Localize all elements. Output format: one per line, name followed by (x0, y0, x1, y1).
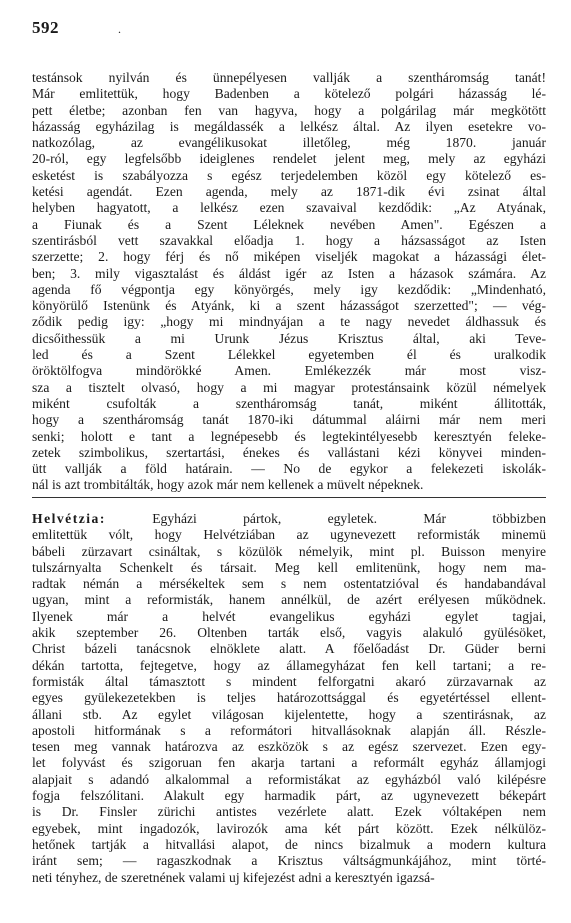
text-line: hetőnek tartják a hitvallási alapot, de nincs bizalmuk a modern kultura (32, 836, 546, 852)
text-line: let folyvást és szigoruan fen akarja tartani a reformált egyház államjogi (32, 755, 546, 771)
text-line: szentirásból vett szavakkal előadja 1. hogy a házsasságot az Isten (32, 232, 546, 248)
text-line-rest: Egyházi pártok, egyletek. Már többizben (152, 511, 546, 526)
text-line: 20-ról, egy legfelsőbb ideiglenes rendelet jelent meg, mely az egyházi (32, 151, 546, 167)
text-line: emlitettük vólt, hogy Helvétziában az ugynevezett reformisták minemü (32, 527, 546, 543)
text-line: könyörülő Istenünk és Atyánk, ki a szent házasságot szerzetted"; — vég- (32, 298, 546, 314)
text-line: agenda fő végpontja egy könyörgés, mely igy kezdődik: „Mindenható, (32, 281, 546, 297)
section-schenkel-ending (32, 70, 546, 494)
page-number: 592 (32, 18, 59, 37)
text-line: radtak némán a mérsékeltek sem s nem ostentatzióval és handabandával (32, 576, 546, 592)
text-line: dékán tartotta, fejtegetve, hogy az államegyházat fen kell tartani; a re- (32, 657, 546, 673)
page-mark: . (118, 22, 121, 36)
text-line: neti tényhez, de szeretnének valami uj kifejezést adni a keresztyén igazsá- (32, 869, 435, 885)
text-line: miként csufolták a szentháromság tanát, miként állitották, (32, 395, 546, 411)
section-helvetia (32, 511, 546, 886)
text-line: ugyan, mint a reformisták, hanem annélkül, de azért erélyesen működnek. (32, 592, 546, 608)
text-line: ben; 3. mily vigasztalást és áldást igér az Isten a házasok számára. Az (32, 265, 546, 281)
text-line: nál is azt trombitálták, hogy azok már nem kellenek a müvelt népeknek. (32, 477, 424, 493)
text-line: a Fiunak és a Szent Léleknek nevében Amen". Egészen a (32, 216, 546, 232)
text-line: iránt sem; — ragaszkodnak a Krisztus váltságmunkájához, mint törté- (32, 853, 546, 869)
text-line: pett életbe; azonban fen van hagyva, hogy a polgárilag már megkötött (32, 102, 546, 118)
section-divider (32, 497, 546, 498)
text-line: apostoli hitformának s a reformátori hitvallásoknak alapján áll. Részle- (32, 722, 546, 738)
text-line: egyebek, mint ingadozók, lavirozók ama két párt között. Ezek nélkülöz- (32, 820, 546, 836)
text-line: led és a Szent Lélekkel egyetemben él és uralkodik (32, 347, 546, 363)
text-line: ződik pedig igy: „hogy mi mindnyájan a te nagy nevedet áldhassuk és (32, 314, 546, 330)
text-line: tulszárnyalta Schenkelt és társait. Meg kell emlitenünk, hogy nem ma- (32, 559, 546, 575)
section-lead-in: Helvétzia: (32, 511, 106, 526)
text-line: ütt vallják a föld határain. — No de egykor a felekezeti iskolák- (32, 461, 546, 477)
text-line: Christ bázeli tanácsnok elnöklete alatt. A főelőadást Dr. Güder berni (32, 641, 546, 657)
text-line: testánsok nyilván és ünnepélyesen vallják a szentháromság tanát! (32, 70, 546, 85)
text-line: szerzette; 2. hogy férj és nő miképen viseljék magokat a házassági élet- (32, 249, 546, 265)
text-line: öröktölfogva mindörökké Amen. Emlékezzék már most visz- (32, 363, 546, 379)
text-line: dicsőithessük a mi Urunk Jézus Krisztus által, aki Teve- (32, 330, 546, 346)
text-line: ketési agendát. Ezen agenda, mely az 1871-dik évi zsinat által (32, 184, 546, 200)
text-line: Már emlitettük, hogy Badenben a kötelező polgári házasság lé- (32, 86, 546, 102)
text-line: Ilyenek már a helvét evangelikus egyházi egylet tagjai, (32, 608, 546, 624)
text-line: alapjait s adandó alkalommal a reformistákat az egyházból való kilépésre (32, 771, 546, 787)
text-line: bábeli zürzavart csináltak, s közülök némelyik, mint pl. Buisson menyire (32, 543, 546, 559)
text-line: állani stb. Az egylet világosan kijelentette, hogy a szentirásnak, az (32, 706, 546, 722)
text-line: egyes gyülekezetekben is teljes határozottsággal és egyetértéssel ellent- (32, 690, 546, 706)
text-line: is Dr. Finsler zürichi antistes vezérlete alatt. Ezek vóltaképen nem (32, 804, 546, 820)
text-line: akik szeptember 26. Oltenben tarták első, vagyis alakuló gyülésöket, (32, 625, 546, 641)
text-line: formisták által támasztott s mindent felforgatni akaró zürzavarnak az (32, 673, 546, 689)
text-line (32, 511, 546, 527)
text-line: esketést is szabályozza s egész terjedelemben közöl egy kötelező es- (32, 167, 546, 183)
text-line: natkozólag, az evangélikusokat illetőleg, még 1870. január (32, 135, 546, 151)
text-line: házasság egyházilag is megáldassék a lelkész által. Az ilyen esetekre vo- (32, 118, 546, 134)
text-line: tesen meg vannak határozva az eszközök s az egész szervezet. Ezen egy- (32, 739, 546, 755)
text-line: zetek szimbolikus, szertartási, énekes és vallástani kézi könyvei minden- (32, 444, 546, 460)
text-line: helyben hagyatott, a lelkész ezen szavaival kezdődik: „Az Atyának, (32, 200, 546, 216)
text-line: fogja felszólitani. Alakult egy harmadik párt, az ugynevezett békepárt (32, 788, 546, 804)
text-line: sza a tisztelt olvasó, hogy a mi magyar protestánsaink közül némelyek (32, 379, 546, 395)
text-line: senki; holott e tant a legnépesebb és legtekintélyesebb keresztyén feleke- (32, 428, 546, 444)
text-line: hogy a szentháromság tanát 1870-iki dátummal aláirni már nem meri (32, 412, 546, 428)
